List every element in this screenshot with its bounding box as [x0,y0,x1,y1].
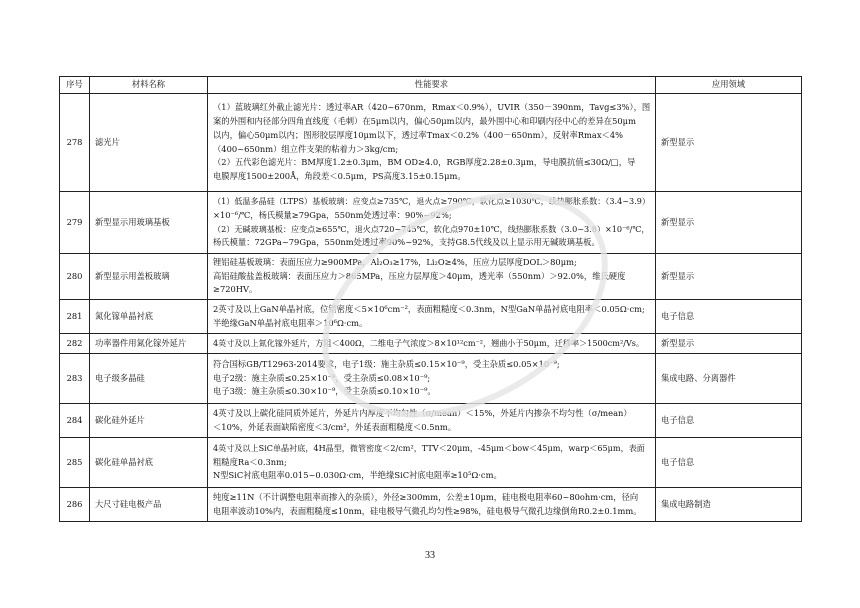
requirement-line: 符合国标GB/T12963-2014要求，电子1级：施主杂质≤0.15×10⁻⁹，受主杂质≤0.05×10⁻⁹; [213,358,560,369]
table-row [60,300,802,334]
material-name: 新型显示用盖板玻璃 [90,254,208,300]
table-body [60,94,802,522]
material-name: 大尺寸硅电极产品 [90,488,208,522]
requirement-line: 电阻率波动10%内，表面粗糙度≤10nm，硅电极导气微孔均匀性≥98%，硅电极导气微孔边缘倒角R0.2±0.1mm。 [213,505,642,516]
requirement-line: 4英寸及以上碳化硅同质外延片，外延片内厚度不均匀性（σ/mean）＜15%，外延片内掺杂不均匀性（σ/mean） [213,407,632,418]
requirement-line: （1）蓝玻璃红外截止滤光片：透过率AR（420~670nm，Rmax＜0.9%），UVIR（350－390nm，Tavg≤3%），图 [213,102,650,113]
performance-requirements [208,404,656,438]
material-name: 电子级多晶硅 [90,354,208,404]
requirement-line: （400~650nm）组立件支架的粘着力＞3kg/cm; [213,143,399,154]
material-name: 氮化镓单晶衬底 [90,300,208,334]
application-domain: 新型显示 [656,192,802,254]
table-row [60,254,802,300]
performance-requirements [208,334,656,354]
requirement-line: 以内，偏心50μm以内；图形胶层厚度10μm以下，透过率Tmax＜0.2%（400－650nm），反射率Rmax＜4% [213,129,623,140]
table-row [60,438,802,488]
requirement-line: 2英寸及以上GaN单晶衬底，位错密度＜5×10⁶cm⁻²，表面粗糙度＜0.3nm，N型GaN单晶衬底电阻率＜0.05Ω·cm; [213,303,645,314]
requirement-line: 锂铝硅基板玻璃：表面压应力≥900MPa，Al₂O₃≥17%，Li₂O≥4%，压应力层厚度DOL＞80μm; [213,256,577,267]
table-row [60,192,802,254]
application-domain: 电子信息 [656,438,802,488]
row-number: 284 [60,404,90,438]
requirement-line: 4英寸及以上氮化镓外延片，方阻＜400Ω，二维电子气浓度＞8×10¹²cm⁻²，翘曲小于50μm，迁移率＞1500cm²/Vs。 [213,337,645,348]
table-row [60,404,802,438]
requirement-line: 半绝缘GaN单晶衬底电阻率＞10⁶Ω·cm。 [213,317,368,328]
material-name: 新型显示用玻璃基板 [90,192,208,254]
performance-requirements [208,94,656,192]
application-domain: 新型显示 [656,254,802,300]
requirement-line: 电膜厚度1500±200Å，角段差＜0.5μm，PS高度3.15±0.15μm。 [213,171,466,182]
header-material-name: 材料名称 [90,77,208,94]
header-requirements: 性能要求 [208,77,656,94]
row-number: 279 [60,192,90,254]
performance-requirements [208,438,656,488]
materials-table [59,76,802,522]
table-row [60,94,802,192]
performance-requirements [208,354,656,404]
application-domain: 集成电路、分离器件 [656,354,802,404]
row-number: 285 [60,438,90,488]
application-domain: 电子信息 [656,300,802,334]
material-name: 滤光片 [90,94,208,192]
requirement-line: 纯度≥11N（不计调整电阻率而掺入的杂质），外径≥300mm，公差±10μm，硅电极电阻率60~80ohm·cm，径向 [213,491,639,502]
material-name: 功率器件用氮化镓外延片 [90,334,208,354]
row-number: 283 [60,354,90,404]
requirement-line: 粗糙度Ra＜0.3nm; [213,456,287,467]
requirement-line: 杨氏模量：72GPa~79Gpa，550nm处透过率90%~92%，支持G8.5代线及以上显示用无碱玻璃基板。 [213,237,600,248]
table-row [60,354,802,404]
requirement-line: ＜10%，外延表面缺陷密度＜3/cm²，外延表面粗糙度＜0.5nm。 [213,421,456,432]
table-row [60,488,802,522]
row-number: 286 [60,488,90,522]
requirement-line: N型SiC衬底电阻率0.015~0.030Ω·cm，半绝缘SiC衬底电阻率≥10⁵Ω·cm。 [213,470,502,481]
application-domain: 集成电路制造 [656,488,802,522]
application-domain: 电子信息 [656,404,802,438]
requirement-line: （1）低温多晶硅（LTPS）基板玻璃：应变点≥735℃，退火点≥790℃，软化点≥1030℃，线热膨胀系数：（3.4~3.9） [213,195,650,206]
requirement-line: 电子2级：施主杂质≤0.25×10⁻⁹，受主杂质≤0.08×10⁻⁹; [213,372,431,383]
application-domain: 新型显示 [656,94,802,192]
requirement-line: 高铝硅酸盐盖板玻璃：表面压应力＞865MPa，压应力层厚度＞40μm，透光率（550nm）＞92.0%，维氏硬度 [213,270,626,281]
table-header-row [60,77,802,94]
requirement-line: ×10⁻⁶/℃，杨氏模量≥79Gpa，550nm处透过率：90%~92%; [213,209,452,220]
performance-requirements [208,300,656,334]
requirement-line: 电子3级：施主杂质≤0.30×10⁻⁹，受主杂质≤0.10×10⁻⁹。 [213,386,436,397]
row-number: 281 [60,300,90,334]
header-no: 序号 [60,77,90,94]
requirement-line: （2）无碱玻璃基板：应变点≥655℃，退火点720~745℃，软化点970±10℃，线热膨胀系数（3.0~3.8）×10⁻⁶/℃， [213,223,650,234]
requirement-line: 案的外围和内径部分四角直线度（毛刺）在5μm以内，偏心50μm以内，最外围中心和印刷内径中心的差异在50μm [213,115,636,126]
requirement-line: 4英寸及以上SiC单晶衬底，4H晶型，微管密度＜2/cm²，TTV＜20μm，-45μm＜bow＜45μm，warp＜65μm，表面 [213,442,645,453]
page-number: 33 [425,550,435,561]
material-name: 碳化硅单晶衬底 [90,438,208,488]
row-number: 278 [60,94,90,192]
performance-requirements [208,488,656,522]
table-row [60,334,802,354]
row-number: 282 [60,334,90,354]
performance-requirements [208,192,656,254]
document-page [59,76,801,522]
requirement-line: （2）五代彩色滤光片：BM厚度1.2±0.3μm，BM OD≥4.0，RGB厚度2.28±0.3μm，导电膜抗值≤30Ω/□，导 [213,157,636,168]
performance-requirements [208,254,656,300]
material-name: 碳化硅外延片 [90,404,208,438]
header-application: 应用领域 [656,77,802,94]
application-domain: 新型显示 [656,334,802,354]
row-number: 280 [60,254,90,300]
requirement-line: ≥720HV。 [213,284,258,295]
